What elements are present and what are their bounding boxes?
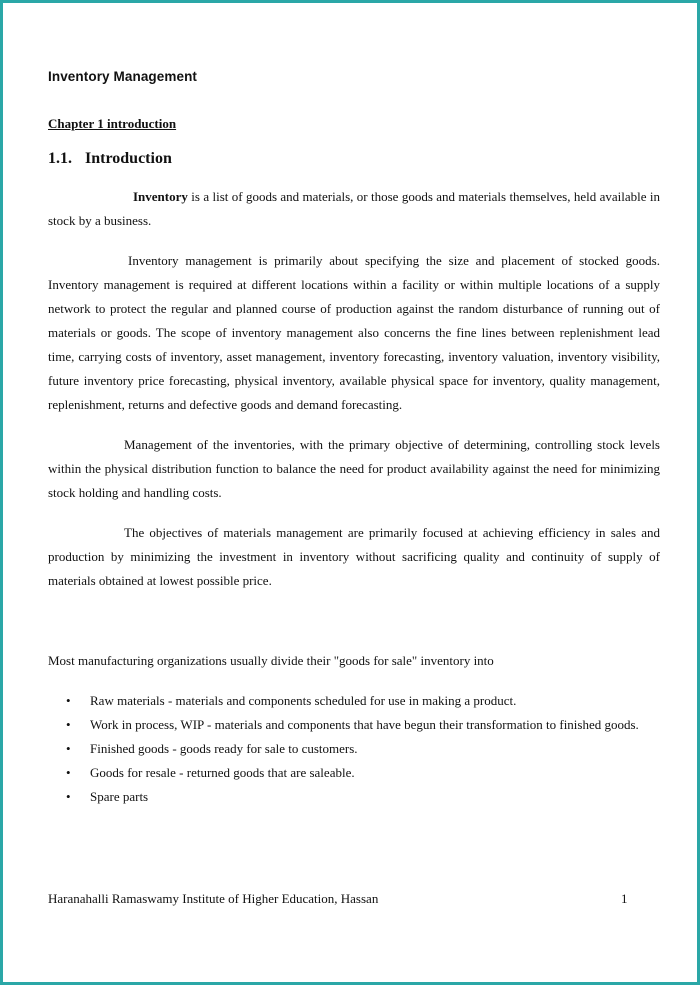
- document-page: [3, 3, 697, 982]
- section-title: Introduction: [85, 150, 172, 167]
- inventory-types-list: [48, 689, 660, 809]
- bullet-icon: •: [66, 717, 71, 732]
- bullet-icon: •: [66, 741, 71, 756]
- paragraph-text: is a list of goods and materials, or those goods and materials themselves, held available in stock by a business.: [48, 189, 660, 228]
- list-item: [48, 689, 660, 713]
- paragraph-inventory-management: [48, 249, 660, 417]
- section-heading: [48, 150, 172, 168]
- page-number: 1: [621, 891, 628, 906]
- paragraph-text: Inventory management is primarily about specifying the size and placement of stocked goods. Inventory management is required at different locations within a facility or within multiple locations of a supply network to protect the regular and planned course of production against the random disturbance of running out of materials or goods. The scope of inventory management also concerns the fine lines between replenishment lead time, carrying costs of inventory, asset management, inventory forecasting, inventory valuation, inventory visibility, future inventory price forecasting, physical inventory, available physical space for inventory, quality management, replenishment, returns and defective goods and demand forecasting.: [48, 253, 660, 412]
- document-title: Inventory Management: [48, 69, 198, 84]
- list-intro: Most manufacturing organizations usually divide their "goods for sale" inventory into: [48, 653, 494, 668]
- paragraph-materials-objectives: [48, 521, 660, 593]
- list-item: [48, 737, 660, 761]
- paragraph-management-objective: [48, 433, 660, 505]
- section-number: 1.1.: [48, 150, 72, 167]
- paragraph-text: The objectives of materials management are primarily focused at achieving efficiency in sales and production by minimizing the investment in inventory without sacrificing quality and continuity of supply of materials obtained at lowest possible price.: [48, 525, 660, 588]
- term-inventory: Inventory: [133, 189, 188, 204]
- list-item-text: Goods for resale - returned goods that are saleable.: [90, 765, 355, 780]
- paragraph-text: Management of the inventories, with the primary objective of determining, controlling stock levels within the physical distribution function to balance the need for product availability against the need for minimizing stock holding and handling costs.: [48, 437, 660, 500]
- list-item-text: Spare parts: [90, 789, 149, 804]
- list-item-text: Raw materials - materials and components scheduled for use in making a product.: [90, 693, 517, 708]
- bullet-icon: •: [66, 693, 71, 708]
- list-item: [48, 785, 660, 809]
- footer-institution: Haranahalli Ramaswamy Institute of Higher Education, Hassan: [48, 891, 379, 906]
- list-item-text: Work in process, WIP - materials and components that have begun their transformation to finished goods.: [90, 717, 639, 732]
- list-item: [48, 713, 660, 737]
- bullet-icon: •: [66, 789, 71, 804]
- bullet-icon: •: [66, 765, 71, 780]
- list-item-text: Finished goods - goods ready for sale to customers.: [90, 741, 358, 756]
- list-item: [48, 761, 660, 785]
- chapter-heading: Chapter 1 introduction: [48, 116, 177, 131]
- paragraph-inventory-definition: [48, 185, 660, 233]
